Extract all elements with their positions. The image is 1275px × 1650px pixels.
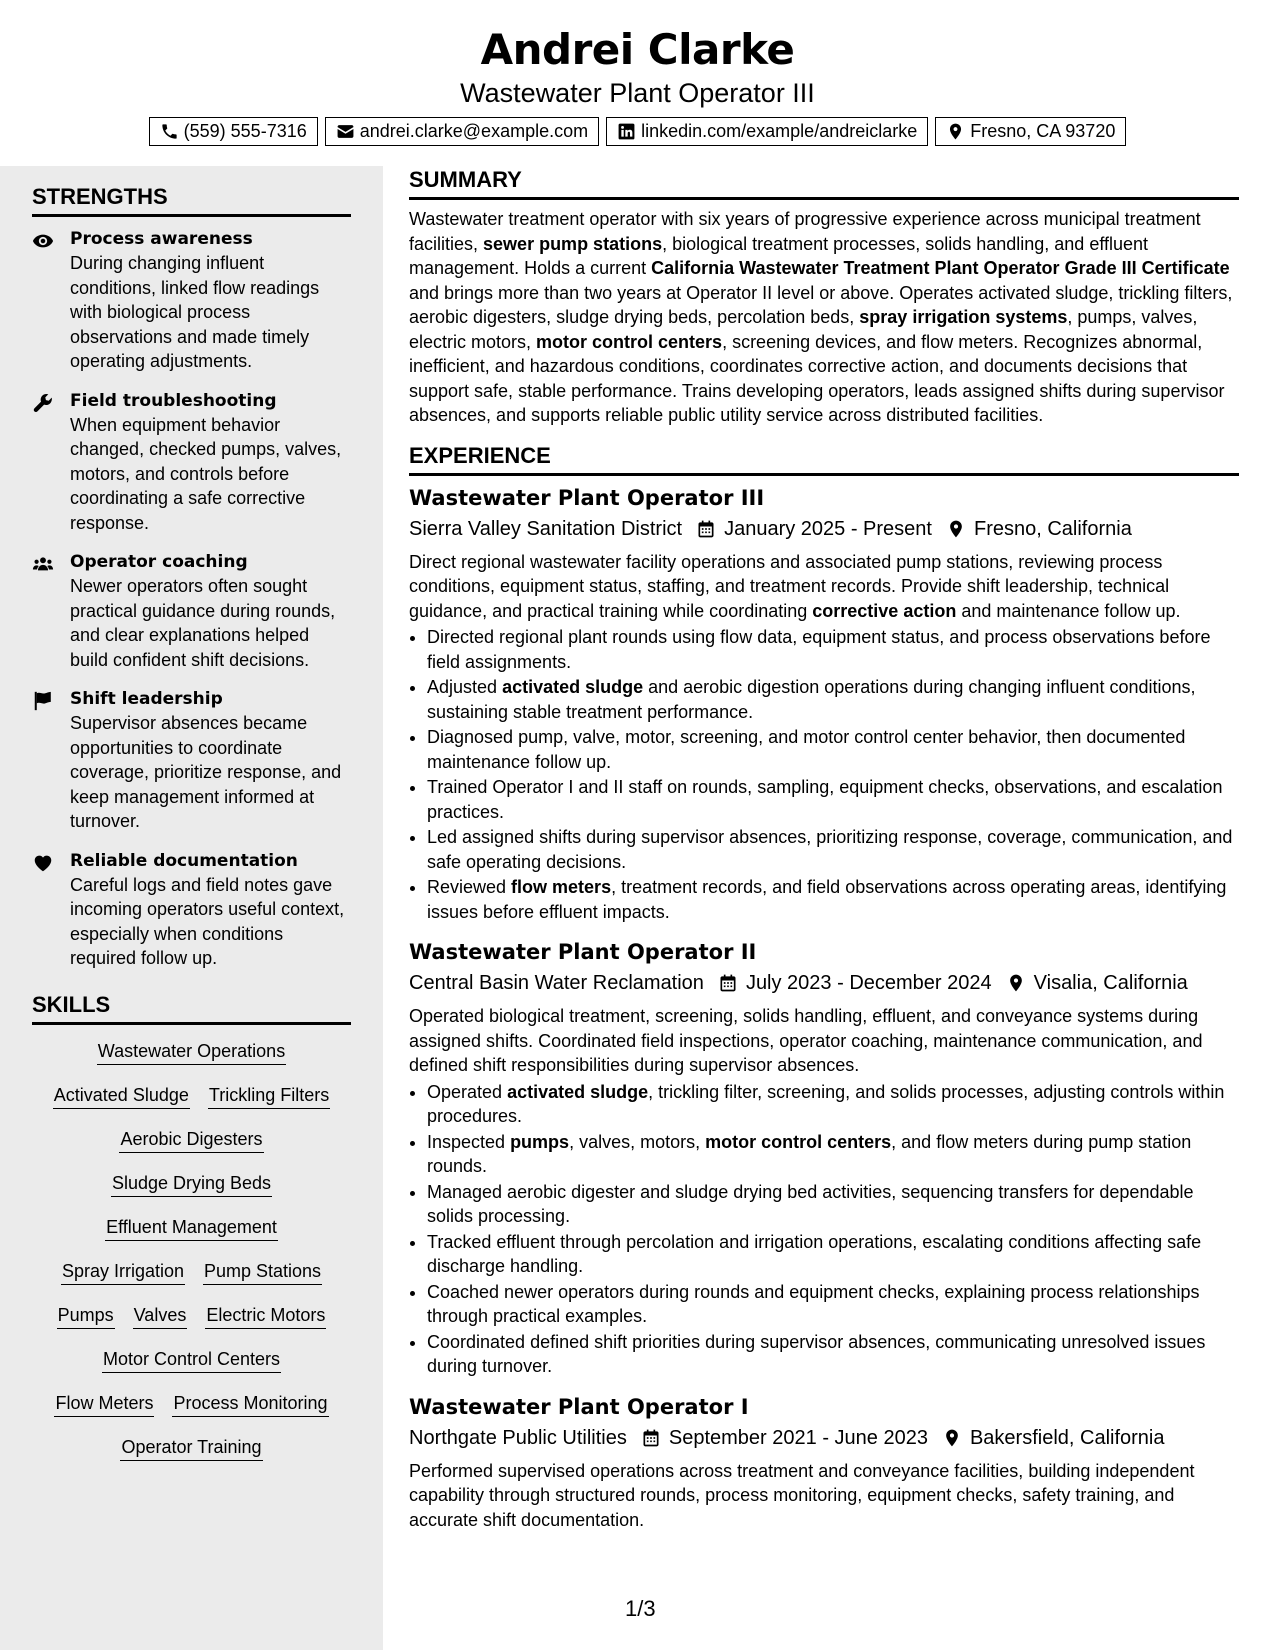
contact-phone-text: (559) 555-7316: [183, 121, 307, 141]
skill-row: [32, 1039, 351, 1065]
skill-row: [32, 1127, 351, 1153]
strength-title: Field troubleshooting: [70, 390, 277, 411]
page-number: 1/3: [625, 1596, 656, 1621]
strength-title: Shift leadership: [70, 689, 223, 709]
bold-keyword: pumps: [510, 1131, 570, 1152]
job-title: Wastewater Plant Operator III: [409, 485, 765, 510]
job-bullet: [427, 875, 1239, 924]
job-bullet: [427, 625, 1239, 674]
text-run: Tracked effluent through percolation and irrigation operations, escalating conditions affecting safe discharge handling.: [427, 1231, 1202, 1276]
job-company: Sierra Valley Sanitation District: [409, 517, 683, 540]
bold-keyword: motor control centers: [536, 331, 723, 352]
text-run: Wastewater treatment operator with six years of progressive experience across municipal treatment facilities,: [409, 209, 1201, 254]
strength-title: Reliable documentation: [70, 850, 298, 871]
job-bullet: [427, 725, 1239, 774]
contact-linkedin-text: linkedin.com/example/andreiclarke: [641, 121, 918, 141]
calendar-icon: [641, 1428, 661, 1448]
strengths-list: [32, 227, 351, 971]
text-run: Inspected: [427, 1131, 511, 1152]
skill-row: [32, 1215, 351, 1241]
contact-linkedin[interactable]: [606, 117, 928, 146]
text-run: , valves, motors,: [569, 1131, 706, 1152]
text-run: and maintenance follow up.: [956, 600, 1181, 621]
summary-heading: SUMMARY: [409, 166, 1239, 200]
job-bullet: [427, 1330, 1239, 1379]
strength-item: [32, 227, 351, 374]
bold-keyword: corrective action: [812, 600, 957, 621]
job-title: Wastewater Plant Operator II: [409, 940, 757, 964]
job-bullet: [427, 1180, 1239, 1229]
skills-heading: SKILLS: [32, 991, 351, 1025]
calendar-icon: [696, 519, 716, 539]
text-run: , pumps, valves, electric motors,: [409, 307, 1198, 352]
candidate-title: Wastewater Plant Operator III: [460, 78, 815, 108]
users-icon: [32, 553, 54, 575]
heart-icon: [32, 852, 54, 874]
calendar-icon: [718, 973, 738, 993]
text-run: Led assigned shifts during supervisor absences, prioritizing response, coverage, communication, and safe operating decisions.: [427, 827, 1233, 872]
strength-title: Operator coaching: [70, 552, 248, 572]
job-bullet: [427, 825, 1239, 874]
text-run: , screening devices, and flow meters. Recognizes abnormal, inefficient, and hazardous conditions, coordinates corrective action, and documents decisions that support safe, stable performance. Trains developing operators, leads assigned shifts during supervisor absences, and supports reliable public utility service across distributed facilities.: [409, 331, 1225, 425]
text-run: , biological treatment processes, solids handling, and effluent management. Holds a current: [409, 233, 1149, 278]
resume-header: [0, 0, 1275, 146]
job-entry: [409, 938, 1239, 1379]
skill-tag: Process Monitoring: [172, 1391, 328, 1417]
skill-tag: Operator Training: [120, 1435, 262, 1461]
bold-keyword: sewer pump stations: [483, 233, 663, 254]
skill-row: [32, 1347, 351, 1373]
skill-tag: Electric Motors: [205, 1303, 326, 1329]
skill-row: [32, 1259, 351, 1285]
skills-list: [32, 1039, 351, 1461]
text-run: Trained Operator I and II staff on rounds, sampling, equipment checks, observations, and escalation practices.: [427, 777, 1223, 822]
bold-keyword: California Wastewater Treatment Plant Operator Grade III Certificate: [651, 258, 1230, 278]
job-meta: [409, 1423, 1239, 1453]
jobs-list: [409, 484, 1239, 1533]
text-run: , trickling filter, screening, and solids processes, adjusting controls within procedures.: [427, 1081, 1225, 1126]
text-run: Performed supervised operations across treatment and conveyance facilities, building independent capability through structured rounds, process monitoring, equipment checks, safety training, and accurate shift documentation.: [409, 1460, 1195, 1530]
skill-tag: Trickling Filters: [208, 1083, 330, 1109]
skill-tag: Activated Sludge: [53, 1083, 190, 1109]
map-pin-icon: [942, 1428, 962, 1448]
wrench-icon: [32, 392, 54, 414]
skill-tag: Spray Irrigation: [61, 1259, 185, 1285]
strength-title: Process awareness: [70, 229, 253, 249]
flag-icon: [32, 690, 54, 712]
phone-icon: [160, 122, 179, 141]
job-meta: [409, 968, 1239, 998]
text-run: Operated biological treatment, screening, solids handling, effluent, and conveyance systems during assigned shifts. Coordinated field inspections, operator coaching, maintenance communication, and defined shift responsibilities during supervisor absences.: [409, 1006, 1203, 1075]
skill-tag: Valves: [133, 1303, 188, 1329]
candidate-name: Andrei Clarke: [480, 25, 795, 74]
skill-row: [32, 1435, 351, 1461]
skill-tag: Pump Stations: [203, 1259, 322, 1285]
bold-keyword: activated sludge: [507, 1081, 649, 1102]
skill-row: [32, 1391, 351, 1417]
job-dates: September 2021 - June 2023: [668, 1426, 928, 1449]
text-run: , and flow meters during pump station rounds.: [427, 1131, 1192, 1176]
job-dates: July 2023 - December 2024: [745, 972, 992, 994]
text-run: and aerobic digestion operations during changing influent conditions, sustaining stable treatment performance.: [427, 677, 1196, 722]
bold-keyword: activated sludge: [502, 677, 644, 697]
skill-tag: Flow Meters: [54, 1391, 154, 1417]
job-bullet: [427, 1130, 1239, 1179]
summary-text: [409, 207, 1239, 428]
skill-tag: Motor Control Centers: [102, 1347, 281, 1373]
job-bullet: [427, 1280, 1239, 1329]
eye-icon: [32, 230, 54, 252]
job-description: [409, 550, 1239, 624]
skill-row: [32, 1303, 351, 1329]
job-bullet: [427, 775, 1239, 824]
map-pin-icon: [1006, 973, 1026, 993]
skill-tag: Wastewater Operations: [97, 1039, 286, 1065]
job-location: Bakersfield, California: [969, 1426, 1165, 1449]
strength-desc: Careful logs and field notes gave incoming operators useful context, especially when conditions required follow up.: [70, 874, 345, 968]
job-bullet: [427, 1230, 1239, 1279]
strength-item: [32, 389, 351, 536]
job-location: Fresno, California: [973, 517, 1132, 540]
linkedin-icon: [617, 122, 636, 141]
strengths-heading: STRENGTHS: [32, 183, 351, 217]
text-run: and brings more than two years at Operator II level or above. Operates activated sludge, trickling filters, aerobic digesters, sludge drying beds, percolation beds,: [409, 282, 1233, 327]
bold-keyword: spray irrigation systems: [859, 307, 1068, 327]
skill-tag: Aerobic Digesters: [119, 1127, 263, 1153]
skill-tag: Pumps: [57, 1303, 115, 1329]
job-bullets: [409, 1080, 1239, 1379]
text-run: Managed aerobic digester and sludge drying bed activities, sequencing transfers for dependable solids processing.: [427, 1181, 1194, 1226]
text-run: Directed regional plant rounds using flow data, equipment status, and process observations before field assignments.: [427, 627, 1211, 672]
job-entry: [409, 1393, 1239, 1533]
strength-item: [32, 687, 351, 834]
job-location: Visalia, California: [1033, 972, 1188, 994]
strength-desc: Supervisor absences became opportunities to coordinate coverage, prioritize response, and keep management informed at turnover.: [70, 713, 342, 831]
strength-desc: During changing influent conditions, linked flow readings with biological process observations and made timely operating adjustments.: [70, 253, 320, 371]
contact-phone: [149, 117, 318, 146]
job-bullet: [427, 675, 1239, 724]
experience-heading: EXPERIENCE: [409, 442, 1239, 476]
text-run: Adjusted: [427, 677, 503, 697]
text-run: Coordinated defined shift priorities during supervisor absences, communicating unresolved issues during turnover.: [427, 1331, 1206, 1376]
contact-location: [935, 117, 1126, 146]
text-run: Direct regional wastewater facility operations and associated pump stations, reviewing process conditions, equipment status, staffing, and treatment records. Provide shift leadership, technical guidance, and practical training while coordinating: [409, 551, 1170, 621]
job-bullets: [409, 625, 1239, 924]
job-company: Northgate Public Utilities: [409, 1426, 627, 1449]
text-run: Operated: [427, 1081, 508, 1102]
main-content: [409, 166, 1239, 1532]
envelope-icon: [336, 122, 355, 141]
job-description: [409, 1459, 1239, 1533]
sidebar: [0, 166, 383, 1650]
job-description: [409, 1004, 1239, 1078]
skill-tag: Sludge Drying Beds: [111, 1171, 272, 1197]
skill-row: [32, 1083, 351, 1109]
text-run: , treatment records, and field observations across operating areas, identifying issues before effluent impacts.: [427, 877, 1227, 922]
job-entry: [409, 484, 1239, 925]
contact-email-text: andrei.clarke@example.com: [359, 121, 589, 141]
job-dates: January 2025 - Present: [724, 517, 932, 540]
strength-item: [32, 550, 351, 672]
job-title: Wastewater Plant Operator I: [409, 1394, 749, 1419]
skill-tag: Effluent Management: [105, 1215, 278, 1241]
contact-bar: [0, 117, 1275, 146]
skill-row: [32, 1171, 351, 1197]
map-pin-icon: [946, 122, 965, 141]
job-company: Central Basin Water Reclamation: [409, 972, 704, 994]
map-pin-icon: [946, 519, 966, 539]
job-meta: [409, 514, 1239, 544]
text-run: Reviewed: [427, 877, 512, 897]
bold-keyword: flow meters: [511, 877, 612, 897]
job-bullet: [427, 1080, 1239, 1129]
strength-desc: Newer operators often sought practical guidance during rounds, and clear explanations helped build confident shift decisions.: [70, 576, 336, 670]
contact-email[interactable]: [325, 117, 599, 146]
text-run: Diagnosed pump, valve, motor, screening, and motor control center behavior, then documented maintenance follow up.: [427, 727, 1186, 772]
contact-location-text: Fresno, CA 93720: [970, 121, 1116, 141]
bold-keyword: motor control centers: [705, 1131, 892, 1152]
text-run: Coached newer operators during rounds and equipment checks, explaining process relationships through practical examples.: [427, 1281, 1200, 1326]
strength-item: [32, 849, 351, 971]
strength-desc: When equipment behavior changed, checked pumps, valves, motors, and controls before coordinating a safe corrective response.: [70, 414, 342, 533]
